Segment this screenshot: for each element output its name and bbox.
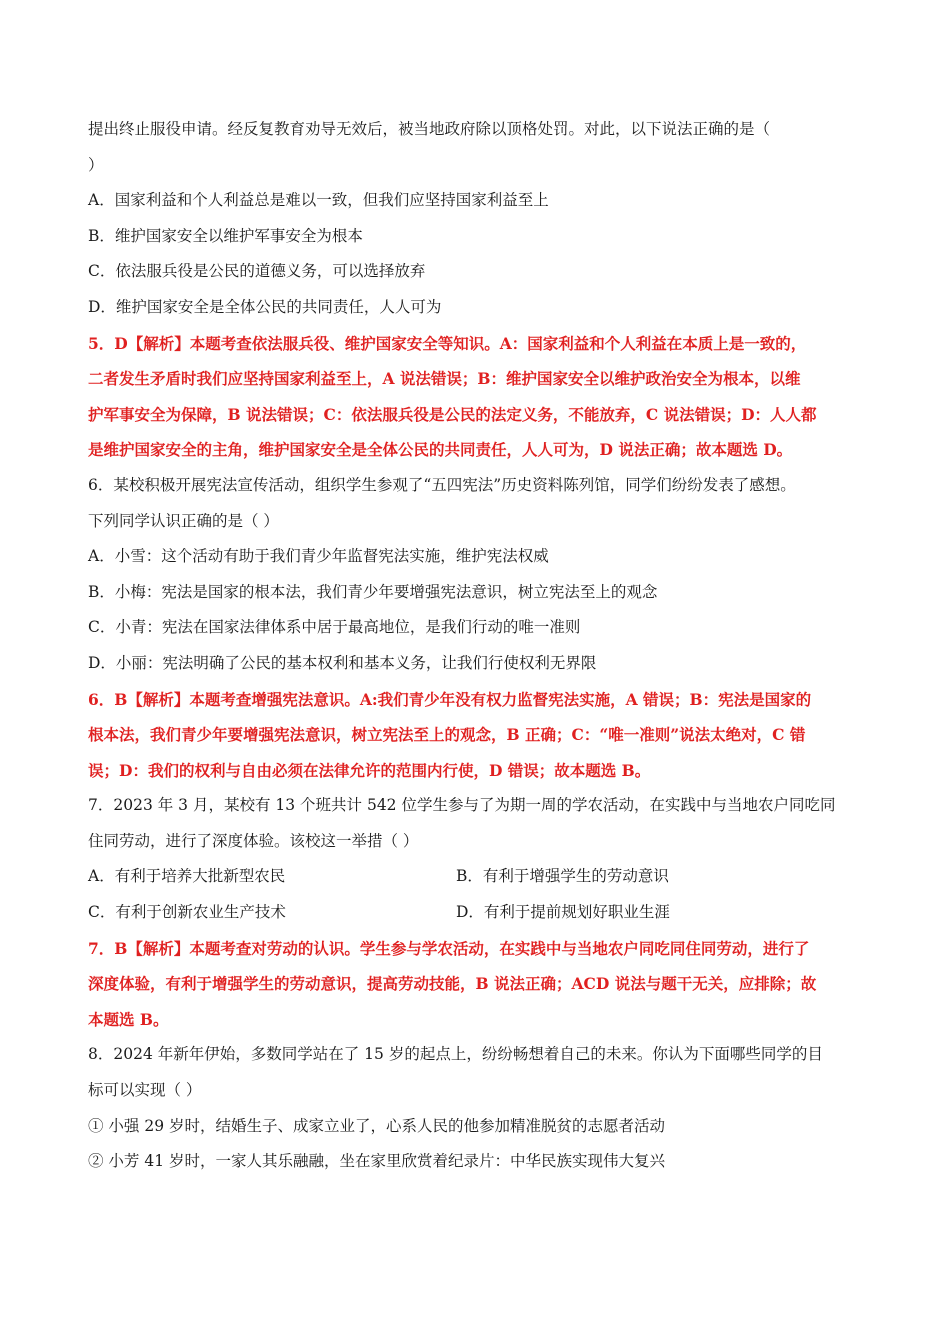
q7-option-a: A．有利于培养大批新型农民 bbox=[88, 867, 286, 886]
q7-option-b: B．有利于增强学生的劳动意识 bbox=[456, 867, 669, 886]
document-page bbox=[88, 112, 878, 1180]
q4-option-c: C．依法服兵役是公民的道德义务，可以选择放弃 bbox=[88, 262, 426, 281]
q4-option-d: D．维护国家安全是全体公民的共同责任，人人可为 bbox=[88, 297, 442, 316]
q6-analysis-line-3: 误；D：我们的权利与自由必须在法律允许的范围内行使，D 错误；故本题选 B。 bbox=[88, 760, 651, 780]
q7-analysis-line-2: 深度体验，有利于增强学生的劳动意识，提高劳动技能，B 说法正确；ACD 说法与题干无关，应排除；故 bbox=[88, 974, 817, 994]
q6-analysis-line-2: 根本法，我们青少年要增强宪法意识，树立宪法至上的观念，B 正确；C：“唯一准则”说法太绝对，C 错 bbox=[88, 725, 806, 745]
q6-option-b: B．小梅：宪法是国家的根本法，我们青少年要增强宪法意识，树立宪法至上的观念 bbox=[88, 582, 658, 601]
q7-options-row-2 bbox=[88, 895, 878, 931]
q6-option-a: A．小雪：这个活动有助于我们青少年监督宪法实施，维护宪法权威 bbox=[88, 547, 549, 566]
q8-stem-line-1: 8．2024 年新年伊始，多数同学站在了 15 岁的起点上，纷纷畅想着自己的未来。你认为下面哪些同学的目 bbox=[88, 1045, 823, 1064]
q4-stem-line-1: 提出终止服役申请。经反复教育劝导无效后，被当地政府除以顶格处罚。对此，以下说法正确的是（ bbox=[88, 120, 771, 138]
q8-item-1: ① 小强 29 岁时，结婚生子、成家立业了，心系人民的他参加精准脱贫的志愿者活动 bbox=[88, 1116, 666, 1135]
q7-analysis-line-3: 本题选 B。 bbox=[88, 1009, 169, 1029]
q6-option-c: C．小青：宪法在国家法律体系中居于最高地位，是我们行动的唯一准则 bbox=[88, 618, 581, 637]
q6-analysis-line-1: 6．B【解析】本题考查增强宪法意识。A:我们青少年没有权力监督宪法实施，A 错误；B：宪法是国家的 bbox=[88, 689, 812, 709]
q7-analysis-line-1: 7．B【解析】本题考查对劳动的认识。学生参与学农活动，在实践中与当地农户同吃同住同劳动，进行了 bbox=[88, 938, 810, 958]
q4-analysis-line-3: 护军事安全为保障，B 说法错误；C：依法服兵役是公民的法定义务，不能放弃，C 说法错误；D：人人都 bbox=[88, 404, 817, 424]
q7-stem-line-2: 住同劳动，进行了深度体验。该校这一举措（ ） bbox=[88, 831, 419, 850]
q4-option-b: B．维护国家安全以维护军事安全为根本 bbox=[88, 226, 363, 245]
q6-stem-line-2: 下列同学认识正确的是（ ） bbox=[88, 511, 279, 530]
q8-stem-line-2: 标可以实现（ ） bbox=[88, 1081, 202, 1100]
q4-analysis-line-2: 二者发生矛盾时我们应坚持国家利益至上，A 说法错误；B：维护国家安全以维护政治安全为根本，以维 bbox=[88, 369, 801, 389]
q4-analysis-line-1: 5．D【解析】本题考查依法服兵役、维护国家安全等知识。A：国家利益和个人利益在本质上是一致的， bbox=[88, 333, 807, 353]
q7-options-row-1 bbox=[88, 859, 878, 895]
q8-item-2: ② 小芳 41 岁时，一家人其乐融融，坐在家里欣赏着纪录片：中华民族实现伟大复兴 bbox=[88, 1152, 666, 1171]
q4-option-a: A．国家利益和个人利益总是难以一致，但我们应坚持国家利益至上 bbox=[88, 191, 549, 210]
q4-stem-line-2: ） bbox=[88, 155, 104, 174]
q6-option-d: D．小丽：宪法明确了公民的基本权利和基本义务，让我们行使权利无界限 bbox=[88, 653, 597, 672]
q7-stem-line-1: 7．2023 年 3 月，某校有 13 个班共计 542 位学生参与了为期一周的学农活动，在实践中与当地农户同吃同 bbox=[88, 796, 836, 815]
q4-analysis-line-4: 是维护国家安全的主角，维护国家安全是全体公民的共同责任，人人可为，D 说法正确；故本题选 D。 bbox=[88, 440, 793, 460]
q6-stem-line-1: 6．某校积极开展宪法宣传活动，组织学生参观了“五四宪法”历史资料陈列馆，同学们纷纷发表了感想。 bbox=[88, 475, 796, 494]
q7-option-d: D．有利于提前规划好职业生涯 bbox=[456, 903, 670, 922]
q7-option-c: C．有利于创新农业生产技术 bbox=[88, 903, 286, 922]
